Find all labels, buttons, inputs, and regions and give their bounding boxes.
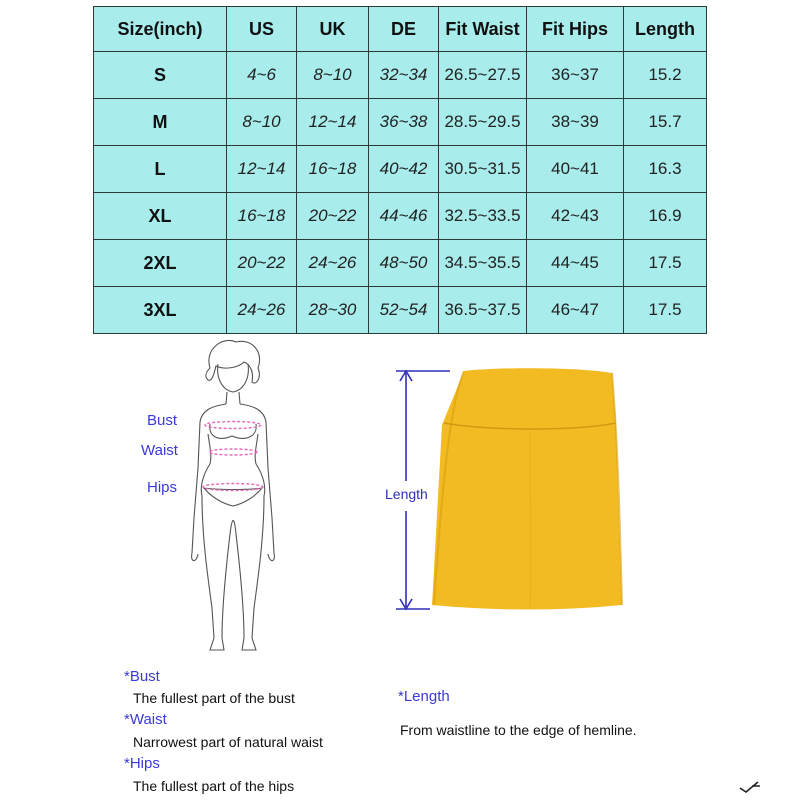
uk-cell: 24~26: [297, 240, 369, 287]
fit-hips-cell: 36~37: [527, 52, 624, 99]
length-cell: 15.7: [624, 99, 707, 146]
skirt-length-label: Length: [385, 486, 428, 502]
size-cell: 3XL: [94, 287, 227, 334]
header-us: US: [227, 7, 297, 52]
header-fit-waist: Fit Waist: [439, 7, 527, 52]
figure-waist-label: Waist: [141, 442, 178, 459]
table-row: [94, 52, 707, 99]
table-row: [94, 193, 707, 240]
length-cell: 17.5: [624, 287, 707, 334]
fit-waist-cell: 30.5~31.5: [439, 146, 527, 193]
uk-cell: 28~30: [297, 287, 369, 334]
figure-bust-label: Bust: [147, 412, 178, 429]
us-cell: 16~18: [227, 193, 297, 240]
fit-waist-cell: 34.5~35.5: [439, 240, 527, 287]
fit-waist-cell: 32.5~33.5: [439, 193, 527, 240]
waist-definition-title: *Waist: [124, 711, 167, 728]
table-row: [94, 99, 707, 146]
bust-definition-text: The fullest part of the bust: [133, 690, 295, 706]
de-cell: 36~38: [369, 99, 439, 146]
length-cell: 16.9: [624, 193, 707, 240]
uk-cell: 20~22: [297, 193, 369, 240]
fit-hips-cell: 44~45: [527, 240, 624, 287]
de-cell: 44~46: [369, 193, 439, 240]
de-cell: 32~34: [369, 52, 439, 99]
table-header-row: [94, 7, 707, 52]
fit-hips-cell: 42~43: [527, 193, 624, 240]
waist-definition-text: Narrowest part of natural waist: [133, 734, 323, 750]
corner-mark-icon: [738, 778, 762, 794]
size-cell: 2XL: [94, 240, 227, 287]
fit-hips-cell: 46~47: [527, 287, 624, 334]
table-row: [94, 287, 707, 334]
de-cell: 40~42: [369, 146, 439, 193]
fit-waist-cell: 28.5~29.5: [439, 99, 527, 146]
fit-waist-cell: 26.5~27.5: [439, 52, 527, 99]
size-cell: M: [94, 99, 227, 146]
header-size: Size(inch): [94, 7, 227, 52]
fit-waist-cell: 36.5~37.5: [439, 287, 527, 334]
table-row: [94, 240, 707, 287]
fit-hips-cell: 38~39: [527, 99, 624, 146]
size-cell: S: [94, 52, 227, 99]
length-definition-text: From waistline to the edge of hemline.: [400, 722, 637, 738]
uk-cell: 16~18: [297, 146, 369, 193]
de-cell: 52~54: [369, 287, 439, 334]
us-cell: 4~6: [227, 52, 297, 99]
size-cell: XL: [94, 193, 227, 240]
bust-definition-title: *Bust: [124, 668, 160, 685]
fit-hips-cell: 40~41: [527, 146, 624, 193]
hips-definition-title: *Hips: [124, 755, 160, 772]
length-cell: 15.2: [624, 52, 707, 99]
figure-hips-label: Hips: [147, 479, 178, 496]
length-cell: 17.5: [624, 240, 707, 287]
header-uk: UK: [297, 7, 369, 52]
us-cell: 24~26: [227, 287, 297, 334]
de-cell: 48~50: [369, 240, 439, 287]
header-de: DE: [369, 7, 439, 52]
us-cell: 20~22: [227, 240, 297, 287]
length-cell: 16.3: [624, 146, 707, 193]
body-figure-illustration: [188, 338, 278, 658]
us-cell: 12~14: [227, 146, 297, 193]
uk-cell: 12~14: [297, 99, 369, 146]
length-definition-title: *Length: [398, 688, 450, 705]
size-cell: L: [94, 146, 227, 193]
uk-cell: 8~10: [297, 52, 369, 99]
hips-definition-text: The fullest part of the hips: [133, 778, 295, 794]
table-row: [94, 146, 707, 193]
size-chart-table: [93, 6, 707, 334]
header-length: Length: [624, 7, 707, 52]
us-cell: 8~10: [227, 99, 297, 146]
header-fit-hips: Fit Hips: [527, 7, 624, 52]
